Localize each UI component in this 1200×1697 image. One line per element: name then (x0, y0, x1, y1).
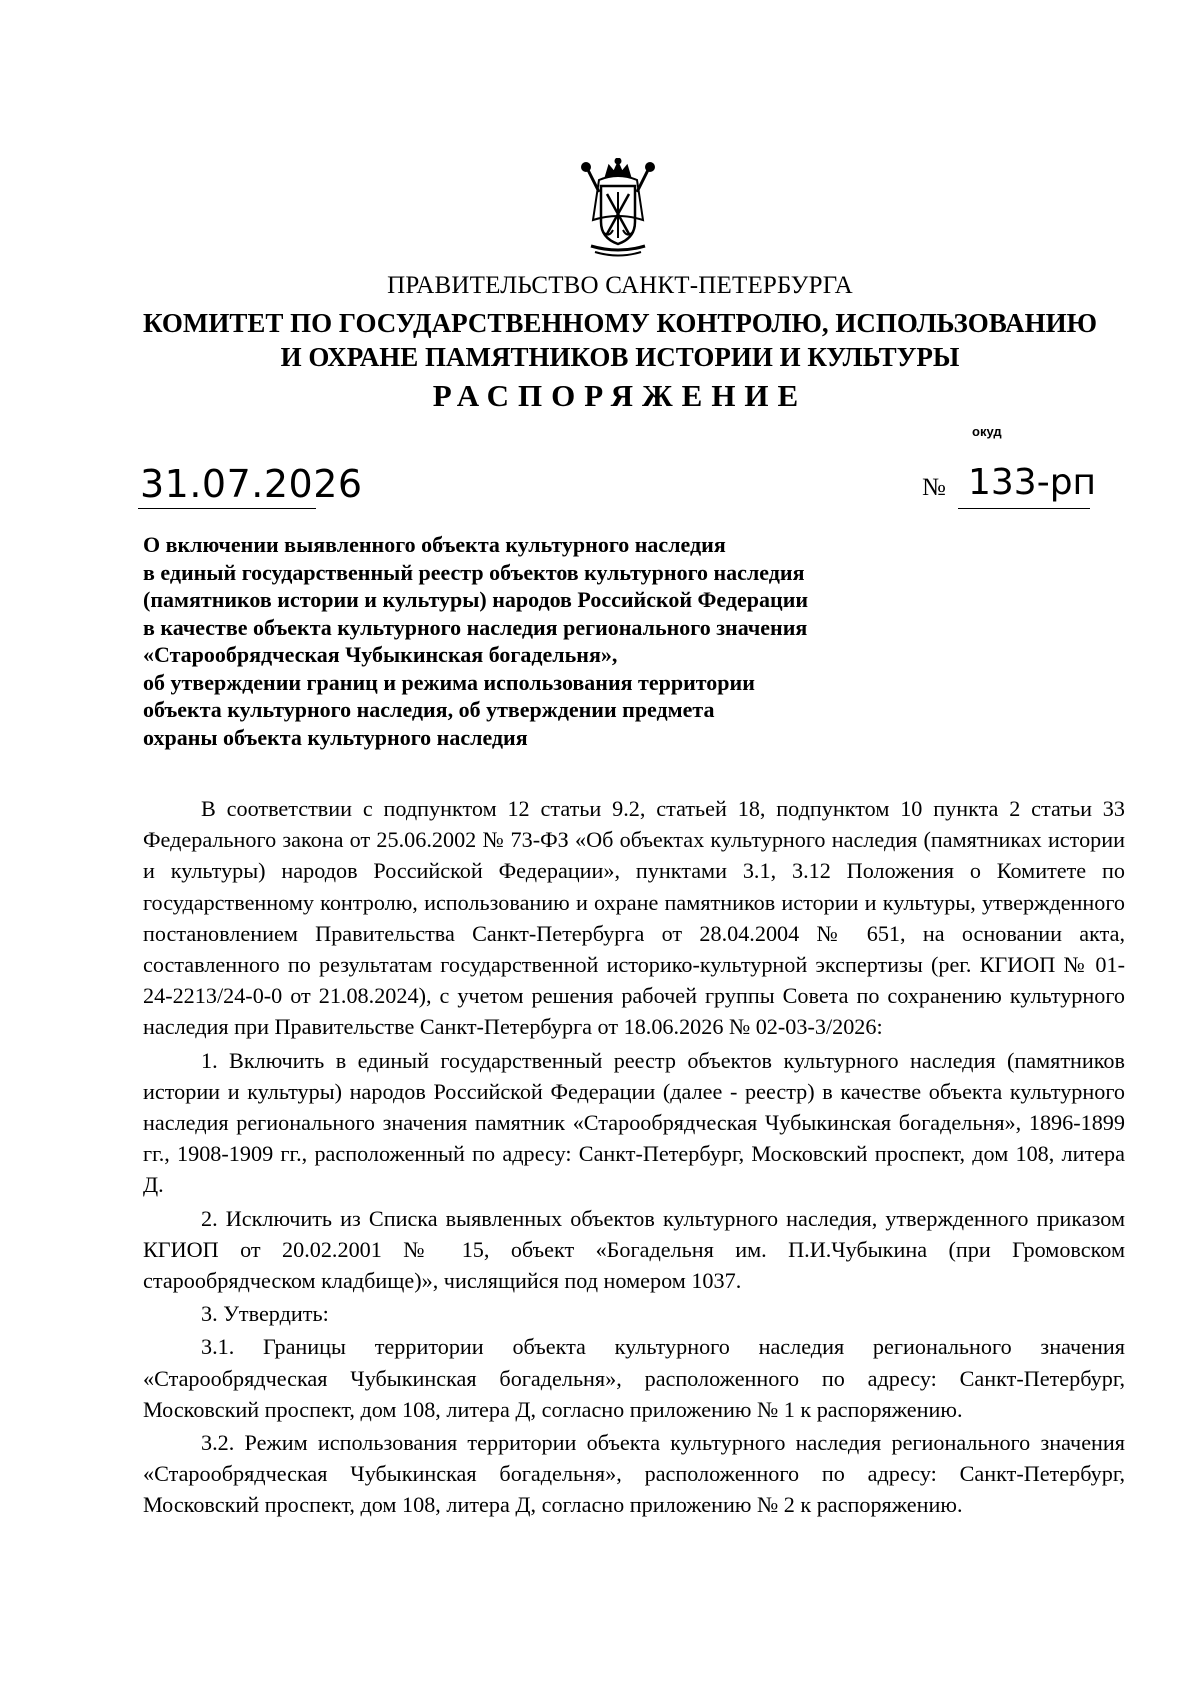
title-line: в единый государственный реестр объектов культурного наследия (143, 559, 805, 585)
number-underline (958, 508, 1090, 509)
title-line: об утверждении границ и режима использования территории (143, 669, 755, 695)
date-underline (138, 508, 316, 509)
item-2-paragraph: 2. Исключить из Списка выявленных объектов культурного наследия, утвержденного приказом КГИОП от 20.02.2001 № 15, объект «Богадельня им. П.И.Чубыкина (при Громовском старообрядческом кладбище)», числящийся под номером 1037. (143, 1205, 1125, 1294)
document-date: 31.07.2026 (140, 462, 363, 506)
title-line: О включении выявленного объекта культурного наследия (143, 532, 726, 557)
government-name: ПРАВИТЕЛЬСТВО САНКТ-ПЕТЕРБУРГА (387, 272, 853, 299)
document-body (143, 793, 1125, 1521)
document-type: РАСПОРЯЖЕНИЕ (432, 378, 808, 413)
item-1-paragraph: 1. Включить в единый государственный реестр объектов культурного наследия (памятников истории и культуры) народов Российской Федерации (далее - реестр) в качестве объекта культурного наследия регионального значения памятник «Старообрядческая Чубыкинская богадельня», 1896-1899 гг., 1908-1909 гг., расположенный по адресу: Санкт-Петербург, Московский проспект, дом 108, литера Д. (143, 1047, 1125, 1198)
document-title (143, 531, 943, 751)
title-line: объекта культурного наследия, об утверждении предмета (143, 697, 715, 722)
item-3-1-paragraph: 3.1. Границы территории объекта культурного наследия регионального значения «Старообрядческая Чубыкинская богадельня», расположенного по адресу: Санкт-Петербург, Московский проспект, дом 108, литера Д, согласно приложению № 1 к распоряжению. (143, 1334, 1125, 1422)
committee-line-2: И ОХРАНЕ ПАМЯТНИКОВ ИСТОРИИ И КУЛЬТУРЫ (280, 342, 960, 372)
title-line: «Старообрядческая Чубыкинская богадельня», (143, 642, 618, 667)
committee-line-1: КОМИТЕТ ПО ГОСУДАРСТВЕННОМУ КОНТРОЛЮ, ИСПОЛЬЗОВАНИЮ (143, 308, 1097, 338)
item-3-paragraph: 3. Утвердить: (201, 1301, 329, 1327)
item-3-2-paragraph: 3.2. Режим использования территории объекта культурного наследия регионального значения «Старообрядческая Чубыкинская богадельня», расположенного по адресу: Санкт-Петербург, Московский проспект, дом 108, литера Д, согласно приложению № 2 к распоряжению. (143, 1430, 1125, 1518)
preamble-paragraph: В соответствии с подпунктом 12 статьи 9.2, статьей 18, подпунктом 10 пункта 2 статьи 33 Федерального закона от 25.06.2002 № 73-ФЗ «Об объектах культурного наследия (памятниках истории и культуры) народов Российской Федерации», пунктами 3.1, 3.12 Положения о Комитете по государственному контролю, использованию и охране памятников истории и культуры, утвержденного постановлением Правительства Санкт-Петербурга от 28.04.2004 № 651, на основании акта, составленного по результатам государственной историко-культурной экспертизы (рег. КГИОП № 01-24-2213/24-0-0 от 21.08.2024), с учетом решения рабочей группы Совета по сохранению культурного наследия при Правительстве Санкт-Петербурга от 18.06.2026 № 02-03-3/2026: (143, 796, 1125, 1040)
okud-label: окуд (972, 424, 1002, 439)
title-line: (памятников истории и культуры) народов Российской Федерации (143, 587, 809, 612)
number-sign: № (922, 474, 946, 501)
title-line: в качестве объекта культурного наследия регионального значения (143, 614, 808, 640)
title-line: охраны объекта культурного наследия (143, 724, 528, 750)
document-number: 133-рп (968, 462, 1097, 503)
committee-name (0, 306, 1200, 374)
coat-of-arms-emblem (573, 158, 663, 260)
